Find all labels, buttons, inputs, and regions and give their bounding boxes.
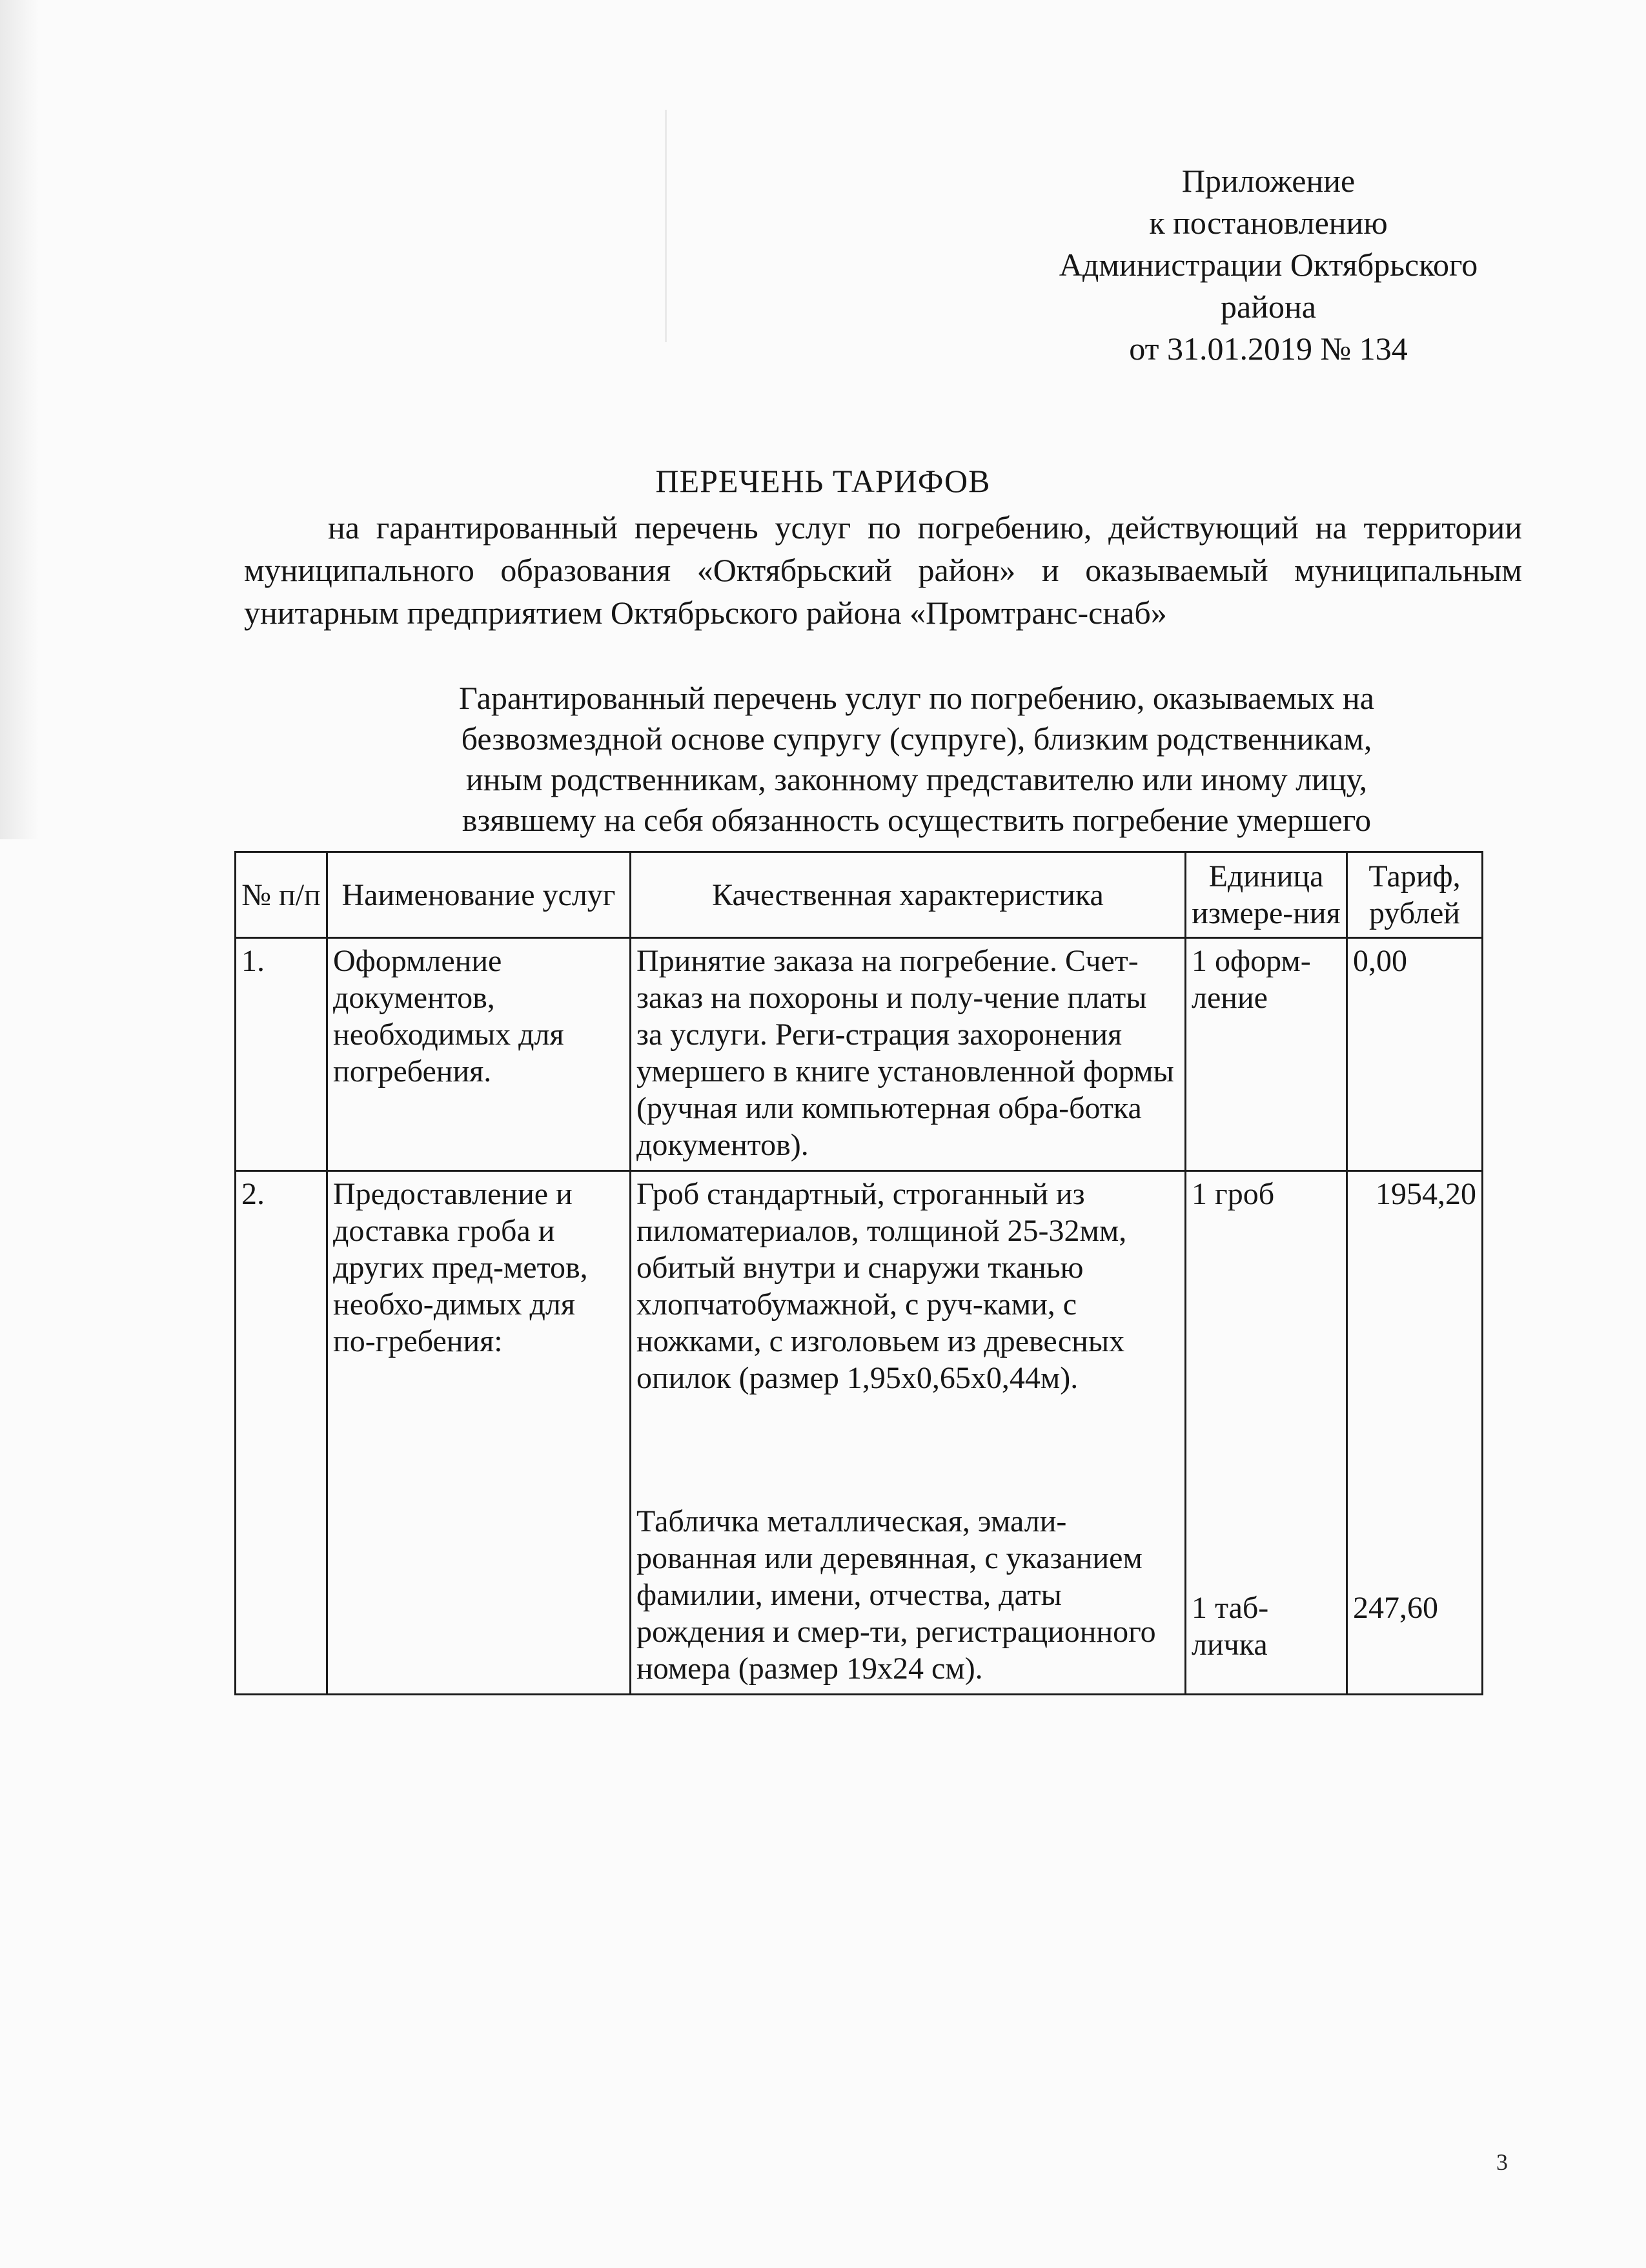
service-description-cell [631,1171,1186,1695]
item-unit: 1 таб-личка [1192,1591,1269,1662]
subtitle-line: взявшему на себя обязанность осуществить погребение умершего [462,802,1372,838]
appendix-line: к постановлению [1149,205,1388,241]
service-rate: 0,00 [1347,938,1483,1171]
header-rate: Тариф, рублей [1347,852,1483,938]
table-header-row [236,852,1483,938]
appendix-line: Администрации Октябрьского [1059,247,1478,283]
appendix-line: от 31.01.2019 № 134 [1129,331,1408,367]
item-rate: 1954,20 [1376,1177,1476,1211]
page-number: 3 [1496,2149,1508,2175]
reverse-side-bleed-through [303,110,667,342]
appendix-line: района [1221,289,1316,325]
item-spacer [1353,1212,1476,1589]
header-service-name: Наименование услуг [327,852,631,938]
appendix-header [994,160,1543,370]
service-description: Принятие заказа на погребение. Счет-заказ на похороны и полу-чение платы за услуги. Реги-страция захоронения умершего в книге установленной формы (ручная или компьютерная обра-ботка документов). [631,938,1186,1171]
service-name: Оформление документов, необходимых для погребения. [327,938,631,1171]
table-subtitle [278,678,1556,841]
appendix-line: Приложение [1181,163,1356,199]
subtitle-line: иным родственникам, законному представителю или иному лицу, [465,761,1368,797]
service-unit-cell [1186,1171,1347,1695]
subtitle-line: Гарантированный перечень услуг по погребению, оказываемых на [458,680,1375,716]
item-description: Гроб стандартный, строганный из пиломатериалов, толщиной 25-32мм, обитый внутри и снаружи тканью хлопчатобумажной, с руч-ками, с ножками, с изголовьем из древесных опилок (размер 1,95х0,65х0,44м). [636,1177,1127,1395]
header-description: Качественная характеристика [631,852,1186,938]
tariffs-table [234,851,1483,1695]
header-unit: Единица измере-ния [1186,852,1347,938]
item-unit: 1 гроб [1192,1177,1275,1211]
intro-paragraph: на гарантированный перечень услуг по погребению, действующий на территории муниципального образования «Октябрьский район» и оказываемый муниципальным унитарным предприятием Октябрьского района «Промтранс-снаб» [244,509,1522,631]
subtitle-line: безвозмездной основе супругу (супруге), близким родственникам, [461,720,1372,757]
service-unit: 1 оформ-ление [1186,938,1347,1171]
item-spacer [1192,1212,1341,1589]
table-row [236,938,1483,1171]
scan-page-fold-shadow [0,0,39,839]
item-rate: 247,60 [1353,1591,1438,1625]
header-number: № п/п [236,852,327,938]
service-rate-cell [1347,1171,1483,1695]
item-spacer [636,1396,1179,1503]
item-description: Табличка металлическая, эмали-рованная или деревянная, с указанием фамилии, имени, отчества, даты рождения и смер-ти, регистрационного номера (размер 19х24 см). [636,1504,1156,1686]
row-number: 2. [236,1171,327,1695]
service-name: Предоставление и доставка гроба и других пред-метов, необхо-димых для по-гребения: [327,1171,631,1695]
table-row [236,1171,1483,1695]
document-title: ПЕРЕЧЕНЬ ТАРИФОВ [655,463,991,499]
row-number: 1. [236,938,327,1171]
